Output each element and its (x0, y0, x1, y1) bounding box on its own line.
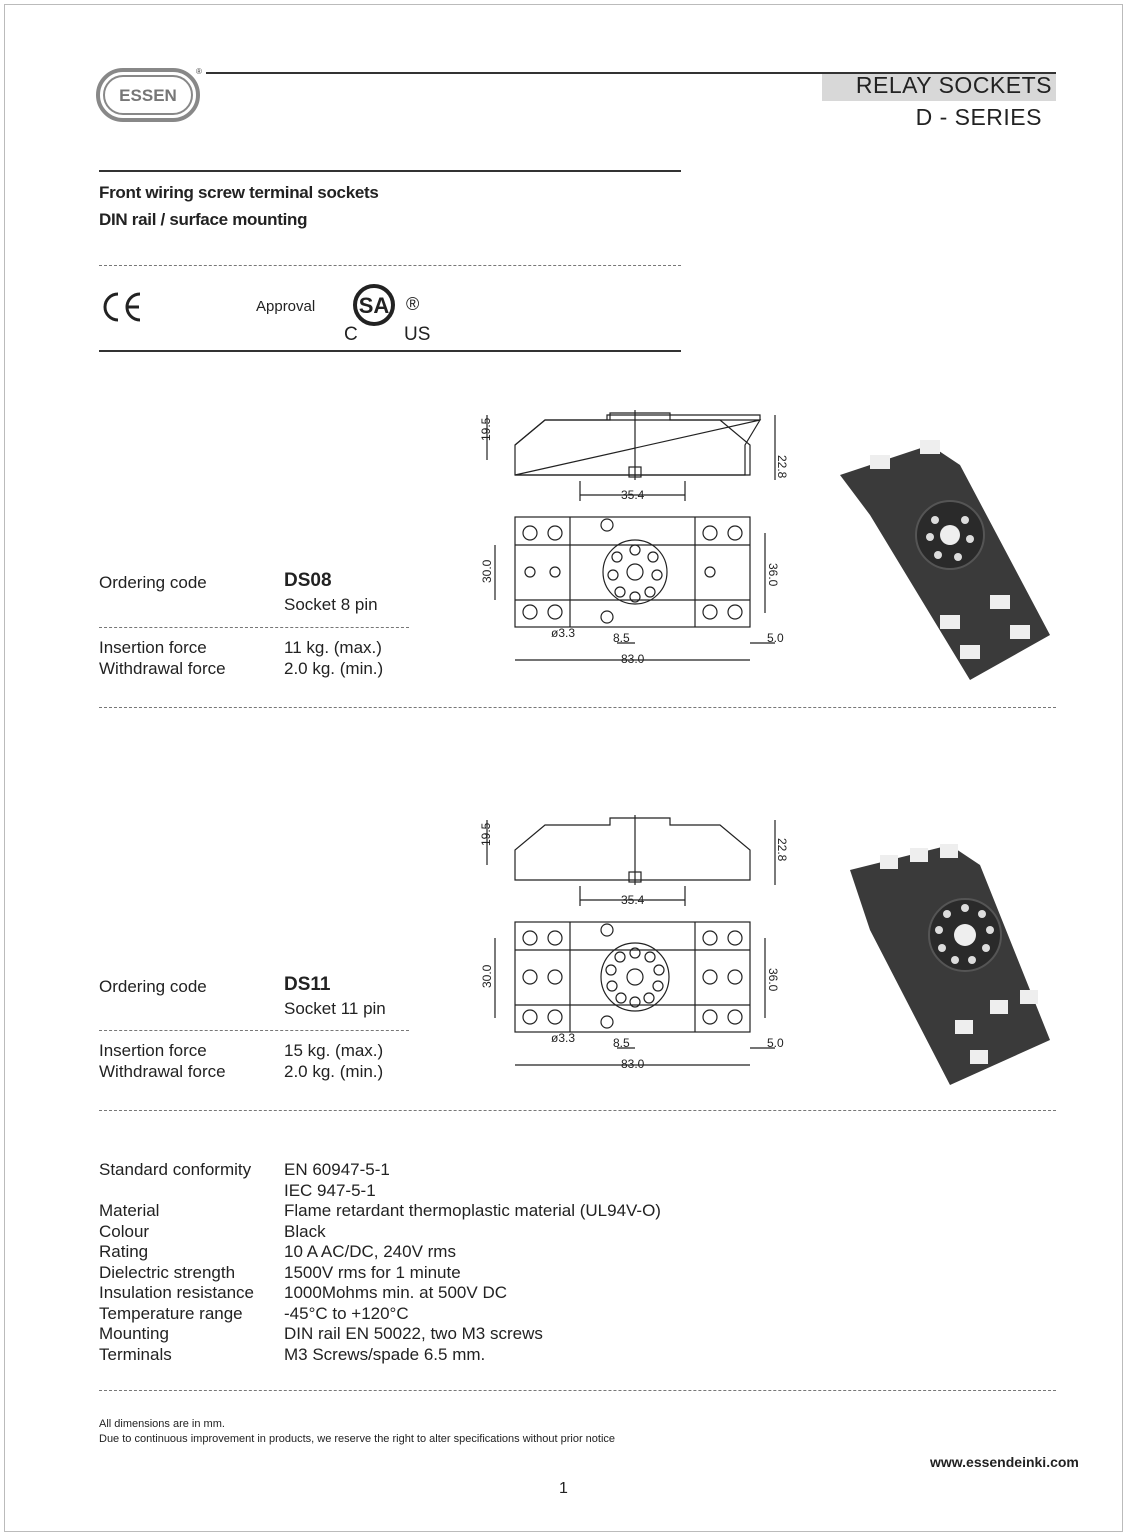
website-link[interactable]: www.essendeinki.com (930, 1454, 1079, 1470)
approvals-rule (99, 350, 681, 352)
spec-key: Standard conformity (99, 1160, 252, 1179)
svg-text:®: ® (406, 294, 420, 314)
ds08-socket-photo (830, 435, 1060, 685)
dim-22-8-b: 22.8 (775, 838, 789, 862)
dim-35-4-b: 35.4 (621, 893, 645, 907)
ordering-code-label-1: Ordering code (99, 573, 207, 592)
dim-5-0-b: 5.0 (767, 1036, 784, 1050)
dim-35-4: 35.4 (621, 488, 645, 502)
product-1-rule (99, 627, 409, 628)
essen-logo (96, 66, 204, 124)
dim-19-5-b: 19.5 (479, 822, 493, 846)
approval-label: Approval (256, 298, 316, 315)
withdrawal-value-1: 2.0 kg. (min.) (284, 659, 384, 678)
spec-value: Black (284, 1221, 326, 1241)
page-title: RELAY SOCKETS (855, 72, 1052, 98)
spec-value: DIN rail EN 50022, two M3 screws (284, 1324, 543, 1343)
spec-key: Terminals (99, 1344, 172, 1364)
csa-mark-icon (338, 280, 448, 344)
spec-key: Dielectric strength (99, 1262, 236, 1282)
spec-row (99, 1160, 661, 1181)
spec-key: Material (99, 1201, 160, 1220)
spec-value: M3 Screws/spade 6.5 mm. (284, 1344, 486, 1364)
spec-row (99, 1345, 661, 1366)
spec-row (99, 1222, 661, 1243)
spec-row (99, 1324, 661, 1345)
dimension-drawing-ds08 (475, 405, 815, 675)
withdrawal-label-2: Withdrawal force (99, 1062, 226, 1081)
spec-row (99, 1304, 661, 1325)
intro-line-2: DIN rail / surface mounting (99, 210, 308, 229)
spec-key: Colour (99, 1221, 150, 1241)
insertion-label-2: Insertion force (99, 1041, 207, 1060)
dim-83: 83.0 (621, 652, 645, 666)
intro-top-rule (99, 170, 681, 172)
dim-5-0: 5.0 (767, 631, 784, 645)
dim-83-b: 83.0 (621, 1057, 645, 1071)
insertion-value-2: 15 kg. (max.) (284, 1041, 384, 1060)
product-description-1: Socket 8 pin (284, 595, 378, 614)
insertion-value-1: 11 kg. (max.) (284, 638, 382, 657)
product-1-divider (99, 707, 1056, 708)
spec-row (99, 1181, 661, 1202)
spec-value: Flame retardant thermoplastic material (UL94V-O) (284, 1201, 661, 1220)
ds11-socket-photo (840, 840, 1060, 1090)
intro-dotted-rule (99, 265, 681, 266)
svg-text:®: ® (196, 67, 202, 76)
product-description-2: Socket 11 pin (284, 999, 386, 1018)
spec-value: EN 60947-5-1 (284, 1160, 390, 1179)
dim-22-8: 22.8 (775, 455, 789, 479)
footer-note-dimensions: All dimensions are in mm. (99, 1418, 225, 1430)
product-2-rule (99, 1030, 409, 1031)
spec-row (99, 1201, 661, 1222)
csa-us: US (404, 324, 431, 344)
spec-value: 1000Mohms min. at 500V DC (284, 1283, 507, 1302)
spec-key: Temperature range (99, 1303, 243, 1323)
product-2-divider (99, 1110, 1056, 1111)
spec-row (99, 1242, 661, 1263)
ordering-code-1: DS08 (284, 570, 332, 591)
intro-line-1: Front wiring screw terminal sockets (99, 183, 379, 202)
dim-30-b: 30.0 (480, 964, 494, 988)
dimension-drawing-ds11 (475, 810, 815, 1080)
spec-row (99, 1263, 661, 1284)
footer-note-improvement: Due to continuous improvement in products, we reserve the right to alter specifications without prior notice (99, 1433, 616, 1445)
spec-value: 10 A AC/DC, 240V rms (284, 1242, 456, 1261)
spec-value: IEC 947-5-1 (284, 1180, 376, 1200)
csa-c: C (344, 324, 358, 344)
specs-divider (99, 1390, 1056, 1391)
ordering-code-2: DS11 (284, 974, 331, 995)
svg-text:SA: SA (358, 293, 390, 318)
specifications-table (99, 1160, 661, 1365)
dim-36: 36.0 (766, 563, 780, 587)
logo-text: ESSEN (119, 86, 177, 105)
spec-key: Rating (99, 1242, 149, 1261)
insertion-label-1: Insertion force (99, 638, 207, 657)
spec-row (99, 1283, 661, 1304)
ce-mark-icon (99, 290, 143, 324)
dim-hole: ø3.3 (551, 626, 576, 640)
dim-36-b: 36.0 (766, 968, 780, 992)
dim-hole-b: ø3.3 (551, 1031, 576, 1045)
spec-key: Mounting (99, 1324, 169, 1343)
series-title: D - SERIES (915, 104, 1042, 130)
spec-value: 1500V rms for 1 minute (284, 1262, 461, 1282)
spec-key: Insulation resistance (99, 1283, 254, 1302)
dim-19-5: 19.5 (479, 417, 493, 441)
dim-8-5: 8.5 (613, 631, 630, 645)
spec-value: -45°C to +120°C (284, 1303, 409, 1323)
page-number: 1 (559, 1480, 568, 1497)
withdrawal-value-2: 2.0 kg. (min.) (284, 1062, 384, 1081)
spec-key (99, 1181, 284, 1202)
dim-8-5-b: 8.5 (613, 1036, 630, 1050)
ordering-code-label-2: Ordering code (99, 977, 207, 996)
dim-30: 30.0 (480, 559, 494, 583)
withdrawal-label-1: Withdrawal force (99, 659, 226, 678)
